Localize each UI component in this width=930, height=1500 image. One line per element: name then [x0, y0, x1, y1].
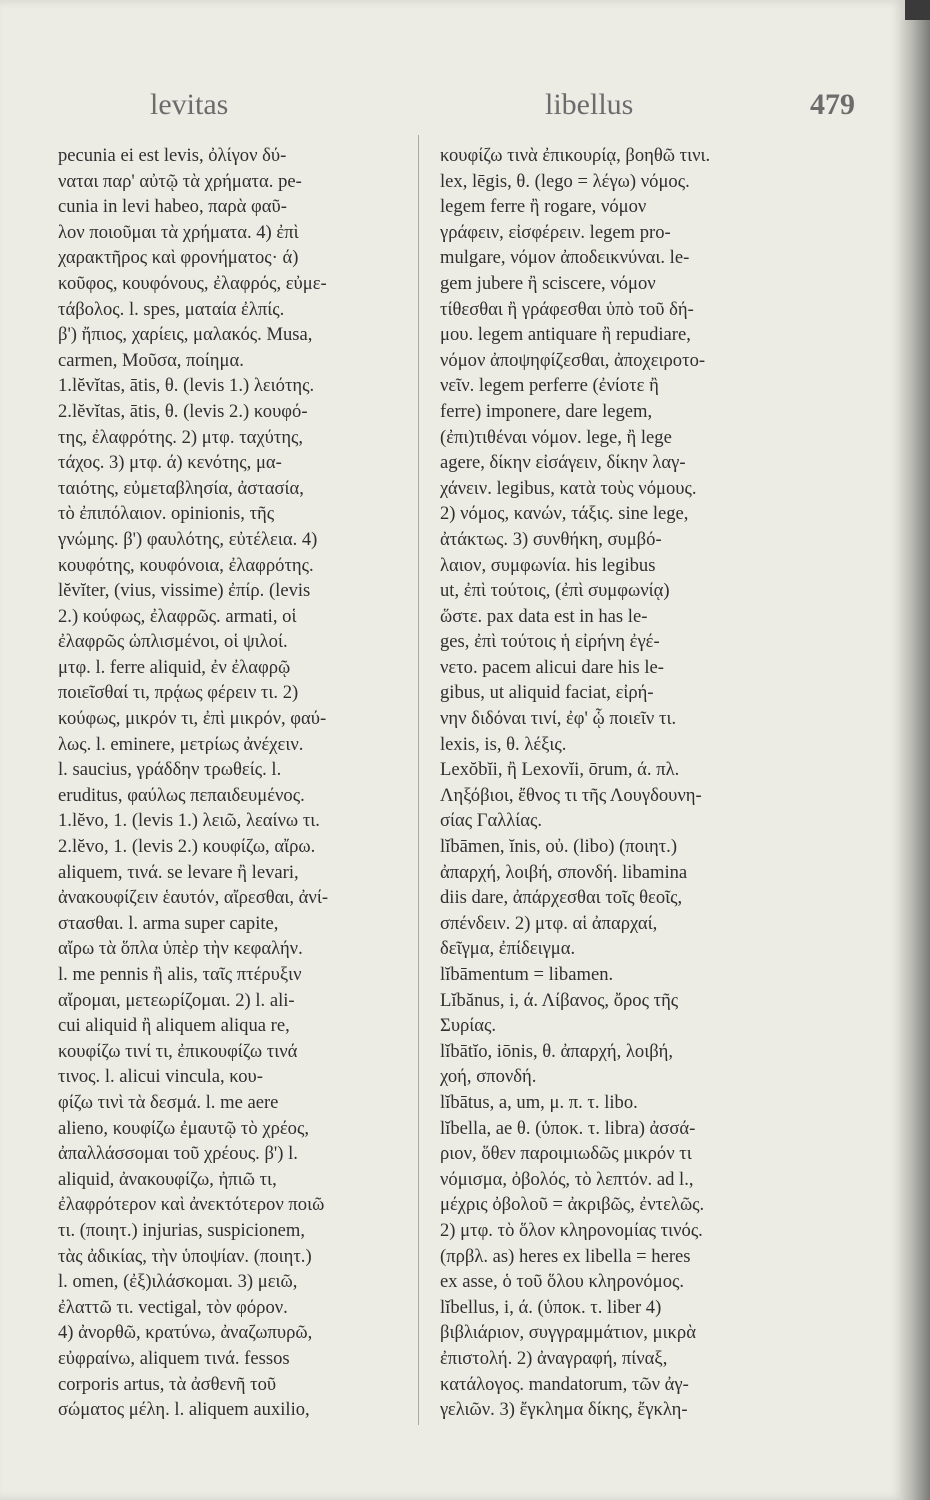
text-line: κοῦφος, κουφόνους, ἐλαφρός, εὐμε-: [58, 272, 327, 294]
text-line: gibus, ut aliquid faciat, εἰρή-: [440, 682, 654, 704]
text-line: νόμον ἀποψηφίζεσθαι, ἀποχειροτο-: [440, 349, 706, 371]
text-line: κουφίζω τινὰ ἐπικουρίᾳ, βοηθῶ τινι.: [440, 145, 711, 166]
text-line: μου. legem antiquare ἢ repudiare,: [440, 324, 691, 346]
text-line: τινος. l. alicui vincula, κου-: [58, 1066, 263, 1088]
text-line: σώματος μέλη. l. aliquem auxilio,: [58, 1399, 310, 1421]
text-line: lĭbella, ae θ. (ὑποκ. τ. libra) ἀσσά-: [440, 1117, 696, 1139]
text-line: lĭbellus, i, ά. (ὑποκ. τ. liber 4): [440, 1296, 662, 1318]
left-guide-word: levitas: [150, 88, 229, 121]
text-line: τάβολος. l. spes, ματαία ἐλπίς.: [58, 298, 285, 320]
text-line: κούφως, μικρόν τι, ἐπὶ μικρόν, φαύ-: [58, 708, 327, 730]
text-line: κουφίζω τινί τι, ἐπικουφίζω τινά: [58, 1040, 298, 1062]
page-header: [40, 88, 855, 128]
text-line: pecunia ei est levis, ὀλίγον δύ-: [58, 145, 287, 166]
text-line: ἀπαλλάσσομαι τοῦ χρέους. β') l.: [58, 1143, 298, 1165]
text-line: 2) νόμος, κανών, τάξις. sine lege,: [440, 503, 689, 525]
text-line: ριον, ὅθεν παροιμιωδῶς μικρόν τι: [440, 1143, 692, 1165]
text-line: στασθαι. l. arma super capite,: [58, 912, 279, 934]
text-line: lĕvĭter, (vius, vissime) ἐπίρ. (levis: [58, 580, 311, 602]
text-line: κατάλογος. mandatorum, τῶν ἀγ-: [440, 1373, 689, 1395]
text-line: γνώμης. β') φαυλότης, εὐτέλεια. 4): [58, 528, 318, 550]
text-line: χάνειν. legibus, κατὰ τοὺς νόμους.: [440, 477, 697, 499]
text-line: νόμισμα, ὀβολός, τὸ λεπτόν. ad l.,: [440, 1168, 694, 1190]
text-line: l. me pennis ἢ alis, ταῖς πτέρυξιν: [58, 964, 302, 985]
text-line: ἐλαφρότερον καὶ ἀνεκτότερον ποιῶ: [58, 1194, 325, 1216]
text-line: cunia in levi habeo, παρὰ φαῦ-: [58, 196, 287, 218]
text-line: lex, lēgis, θ. (lego = λέγω) νόμος.: [440, 170, 690, 192]
text-line: l. omen, (ἐξ)ιλάσκομαι. 3) μειῶ,: [58, 1271, 298, 1293]
text-line: νετο. pacem alicui dare his le-: [440, 656, 664, 678]
text-line: λον ποιοῦμαι τὰ χρήματα. 4) ἐπὶ: [58, 221, 299, 243]
page-number: 479: [810, 88, 855, 121]
text-line: εὐφραίνω, aliquem τινά. fessos: [58, 1347, 290, 1369]
text-line: 1.lĕvĭtas, ātis, θ. (levis 1.) λειότης.: [58, 375, 315, 397]
right-guide-word: libellus: [545, 88, 634, 121]
text-line: ἐλαφρῶς ὡπλισμένοι, οἱ ψιλοί.: [58, 631, 288, 653]
text-line: agere, δίκην εἰσάγειν, δίκην λαγ-: [440, 452, 686, 474]
text-line: cui aliquid ἢ aliquem aliqua re,: [58, 1015, 290, 1037]
text-line: χαρακτῆρος καὶ φρονήματος· ά): [58, 247, 299, 269]
text-line: τὰς ἀδικίας, τὴν ὑποψίαν. (ποιητ.): [58, 1245, 312, 1267]
text-line: γράφειν, εἰσφέρειν. legem pro-: [440, 221, 671, 243]
text-line: (ἐπι)τιθέναι νόμον. lege, ἢ lege: [440, 426, 672, 448]
text-line: 2.lĕvĭtas, ātis, θ. (levis 2.) κουφό-: [58, 400, 308, 422]
text-line: mulgare, νόμον ἀποδεικνύναι. le-: [440, 247, 690, 269]
page-edge: [900, 20, 930, 1500]
text-line: alieno, κουφίζω ἐμαυτῷ τὸ χρέος,: [58, 1117, 309, 1139]
column-divider: [418, 135, 419, 1425]
text-line: Lexŏbĭi, ἢ Lexovĭi, ōrum, ά. πλ.: [440, 759, 680, 781]
text-line: β') ἤπιος, χαρίεις, μαλακός. Musa,: [58, 324, 313, 346]
text-line: lĭbāmen, ĭnis, οὐ. (libo) (ποιητ.): [440, 836, 678, 858]
text-line: γελιῶν. 3) ἔγκλημα δίκης, ἔγκλη-: [440, 1399, 688, 1421]
text-line: corporis artus, τὰ ἀσθενῆ τοῦ: [58, 1373, 277, 1395]
text-line: 2) μτφ. τὸ ὅλον κληρονομίας τινός.: [440, 1219, 703, 1241]
text-line: σίας Γαλλίας.: [440, 810, 543, 832]
text-line: δεῖγμα, ἐπίδειγμα.: [440, 938, 576, 960]
text-line: carmen, Μοῦσα, ποίημα.: [58, 349, 244, 371]
text-line: Συρίας.: [440, 1015, 497, 1037]
text-line: aliquem, τινά. se levare ἢ levari,: [58, 861, 299, 883]
text-line: ταιότης, εὐμεταβλησία, ἀστασία,: [58, 477, 304, 499]
text-line: λαιον, συμφωνία. his legibus: [440, 554, 656, 576]
text-line: αἴρομαι, μετεωρίζομαι. 2) l. ali-: [58, 989, 295, 1011]
left-column: [58, 143, 418, 1423]
text-line: 2.) κούφως, ἐλαφρῶς. armati, οἱ: [58, 605, 297, 627]
text-line: ἐλαττῶ τι. vectigal, τὸν φόρον.: [58, 1296, 288, 1318]
text-line: νην διδόναι τινί, ἐφ' ᾧ ποιεῖν τι.: [440, 708, 677, 730]
text-line: νεῖν. legem perferre (ἐνίοτε ἢ: [440, 375, 659, 397]
text-line: ges, ἐπὶ τούτοις ἡ εἰρήνη ἐγέ-: [440, 631, 660, 653]
text-line: Ληξόβιοι, ἔθνος τι τῆς Λουγδουνη-: [440, 784, 702, 806]
text-line: φίζω τινὶ τὰ δεσμά. l. me aere: [58, 1091, 279, 1113]
text-line: λως. l. eminere, μετρίως ἀνέχειν.: [58, 733, 304, 755]
text-line: 2.lĕvo, 1. (levis 2.) κουφίζω, αἴρω.: [58, 836, 316, 858]
text-line: αἴρω τὰ ὅπλα ὑπὲρ τὴν κεφαλήν.: [58, 938, 303, 960]
text-line: κουφότης, κουφόνοια, ἐλαφρότης.: [58, 554, 314, 576]
text-line: diis dare, ἀπάρχεσθαι τοῖς θεοῖς,: [440, 887, 683, 909]
text-line: ἐπιστολή. 2) ἀναγραφή, πίναξ,: [440, 1347, 668, 1369]
text-line: (πρβλ. as) heres ex libella = heres: [440, 1245, 691, 1267]
text-line: gem jubere ἢ sciscere, νόμον: [440, 272, 656, 294]
text-line: σπένδειν. 2) μτφ. αἱ ἀπαρχαί,: [440, 912, 658, 934]
text-line: ἀνακουφίζειν ἑαυτόν, αἴρεσθαι, ἀνί-: [58, 887, 329, 909]
text-line: ναται παρ' αὐτῷ τὰ χρήματα. pe-: [58, 170, 302, 192]
text-line: της, ἐλαφρότης. 2) μτφ. ταχύτης,: [58, 426, 304, 448]
text-line: τι. (ποιητ.) injurias, suspicionem,: [58, 1219, 306, 1241]
text-line: ποιεῖσθαί τι, πρᾴως φέρειν τι. 2): [58, 682, 299, 704]
text-line: lĭbātĭo, iōnis, θ. ἀπαρχή, λοιβή,: [440, 1040, 674, 1062]
text-line: 1.lĕvo, 1. (levis 1.) λειῶ, λεαίνω τι.: [58, 810, 320, 832]
text-line: lĭbātus, a, um, μ. π. τ. libo.: [440, 1091, 638, 1113]
text-line: ex asse, ὁ τοῦ ὅλου κληρονόμος.: [440, 1271, 685, 1293]
text-line: χοή, σπονδή.: [440, 1066, 537, 1088]
text-line: μτφ. l. ferre aliquid, ἐν ἐλαφρῷ: [58, 656, 291, 678]
text-line: ἀτάκτως. 3) συνθήκη, συμβό-: [440, 528, 662, 550]
text-line: βιβλιάριον, συγγραμμάτιον, μικρὰ: [440, 1322, 696, 1344]
text-line: lexis, is, θ. λέξις.: [440, 733, 567, 755]
text-line: τίθεσθαι ἢ γράφεσθαι ὑπὸ τοῦ δή-: [440, 298, 694, 320]
text-line: τάχος. 3) μτφ. ά) κενότης, μα-: [58, 452, 282, 474]
text-line: τὸ ἐπιπόλαιον. opinionis, τῆς: [58, 503, 275, 525]
text-line: l. saucius, γράδδην τρωθείς. l.: [58, 759, 282, 781]
text-line: 4) ἀνορθῶ, κρατύνω, ἀναζωπυρῶ,: [58, 1322, 313, 1344]
text-line: legem ferre ἢ rogare, νόμον: [440, 196, 647, 218]
text-line: aliquid, ἀνακουφίζω, ἠπιῶ τι,: [58, 1168, 277, 1190]
text-line: μέχρις ὀβολοῦ = ἀκριβῶς, ἐντελῶς.: [440, 1194, 705, 1216]
right-column: [440, 143, 800, 1423]
text-line: Lĭbănus, i, ά. Λίβανος, ὄρος τῆς: [440, 989, 679, 1011]
text-line: lĭbāmentum = libamen.: [440, 964, 614, 985]
text-line: ferre) imponere, dare legem,: [440, 400, 653, 422]
text-line: eruditus, φαύλως πεπαιδευμένος.: [58, 784, 305, 806]
text-line: ut, ἐπὶ τούτοις, (ἐπὶ συμφωνίᾳ): [440, 580, 670, 602]
text-line: ἀπαρχή, λοιβή, σπονδή. libamina: [440, 861, 688, 883]
text-line: ὥστε. pax data est in has le-: [440, 605, 648, 627]
